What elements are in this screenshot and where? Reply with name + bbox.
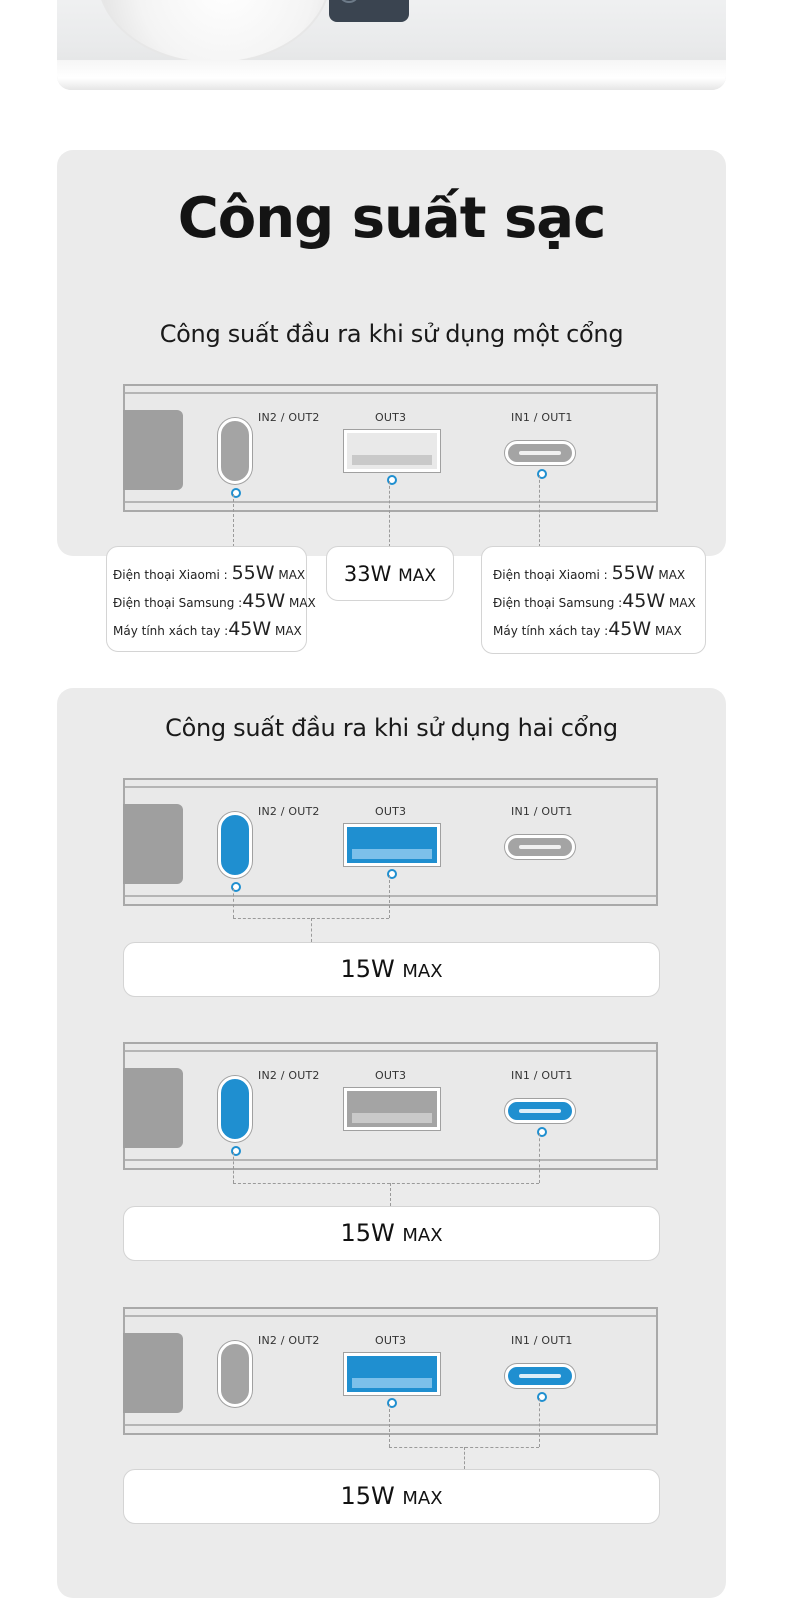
port-out3 [344, 1353, 440, 1395]
port-in2-out2 [218, 1076, 252, 1142]
leader-line [233, 888, 234, 918]
dual-port-heading: Công suất đầu ra khi sử dụng hai cổng [165, 714, 618, 742]
power-bank-image [329, 0, 409, 22]
port-in1-out1 [505, 441, 575, 465]
combo-3-result: 15W MAX [123, 1469, 660, 1524]
spec-card-out3 [326, 546, 454, 601]
leader-line [539, 1133, 540, 1183]
port-label-in1: IN1 / OUT1 [511, 1334, 573, 1347]
port-label-in1: IN1 / OUT1 [511, 411, 573, 424]
port-label-in2: IN2 / OUT2 [258, 411, 320, 424]
port-label-in2: IN2 / OUT2 [258, 1334, 320, 1347]
spec-row: Máy tính xách tay :45W MAX [113, 618, 302, 640]
leader-line [311, 918, 312, 942]
port-label-in1: IN1 / OUT1 [511, 805, 573, 818]
charger-base-image [97, 0, 331, 64]
spec-card-in1 [481, 546, 706, 654]
port-label-in2: IN2 / OUT2 [258, 1069, 320, 1082]
leader-line [233, 1183, 539, 1184]
product-photo [57, 0, 726, 90]
leader-line [390, 1183, 391, 1206]
leader-line [389, 875, 390, 918]
combo-2-result: 15W MAX [123, 1206, 660, 1261]
device-diagram-combo-1 [123, 778, 658, 906]
device-diagram-single [123, 384, 658, 512]
port-label-out3: OUT3 [375, 805, 407, 818]
leader-line [539, 475, 540, 547]
port-out3 [344, 1088, 440, 1130]
device-block [123, 804, 183, 884]
port-out3 [344, 430, 440, 472]
spec-row: Điện thoại Xiaomi : 55W MAX [113, 562, 306, 584]
port-label-out3: OUT3 [375, 1069, 407, 1082]
port-label-in2: IN2 / OUT2 [258, 805, 320, 818]
shelf-image [57, 60, 726, 90]
port-in2-out2 [218, 1341, 252, 1407]
leader-line [539, 1398, 540, 1447]
spec-row: Điện thoại Samsung :45W MAX [493, 590, 696, 612]
device-block [123, 1333, 183, 1413]
port-label-out3: OUT3 [375, 411, 407, 424]
device-diagram-combo-3 [123, 1307, 658, 1435]
port-in1-out1 [505, 835, 575, 859]
leader-line [389, 481, 390, 547]
port-in1-out1 [505, 1364, 575, 1388]
device-diagram-combo-2 [123, 1042, 658, 1170]
spec-out3: 33W MAX [343, 562, 437, 586]
spec-row: Điện thoại Samsung :45W MAX [113, 590, 316, 612]
port-label-out3: OUT3 [375, 1334, 407, 1347]
spec-row: Điện thoại Xiaomi : 55W MAX [493, 562, 686, 584]
leader-line [464, 1447, 465, 1469]
port-in1-out1 [505, 1099, 575, 1123]
port-out3 [344, 824, 440, 866]
single-port-heading: Công suất đầu ra khi sử dụng một cổng [159, 320, 624, 348]
combo-1-result: 15W MAX [123, 942, 660, 997]
leader-line [389, 1404, 390, 1447]
port-in2-out2 [218, 812, 252, 878]
leader-line [233, 494, 234, 547]
spec-row: Máy tính xách tay :45W MAX [493, 618, 682, 640]
device-block [123, 1068, 183, 1148]
section-title: Công suất sạc [177, 186, 606, 251]
device-block [123, 410, 183, 490]
port-in2-out2 [218, 418, 252, 484]
port-label-in1: IN1 / OUT1 [511, 1069, 573, 1082]
spec-card-in2 [106, 546, 316, 652]
leader-line [233, 1152, 234, 1183]
